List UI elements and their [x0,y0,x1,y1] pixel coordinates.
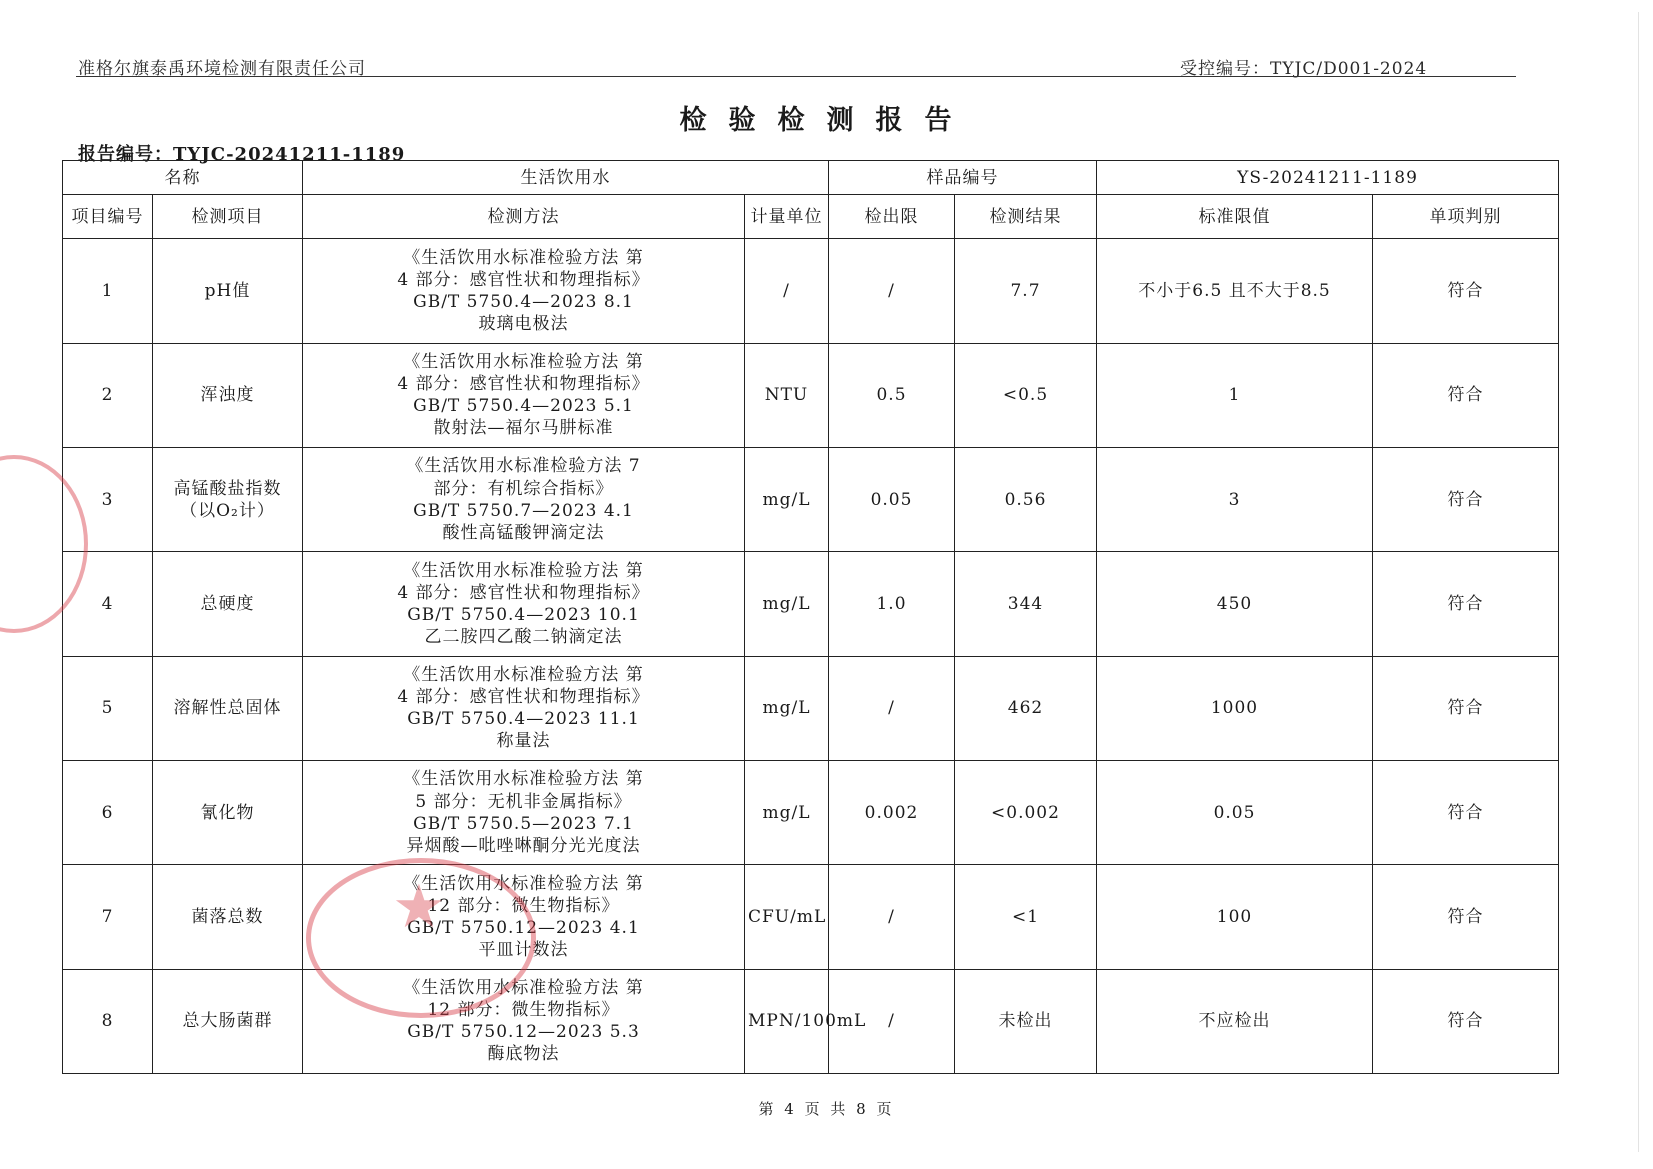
cell-limit: / [829,865,955,969]
cell-item: pH值 [153,239,303,343]
sample-name-value: 生活饮用水 [303,161,829,195]
cell-standard: 1 [1097,343,1373,447]
cell-result: 344 [955,552,1097,656]
cell-judgement: 符合 [1373,656,1559,760]
cell-result: 0.56 [955,447,1097,551]
cell-unit: mg/L [745,447,829,551]
table-row [63,239,1559,343]
method-line: GB/T 5750.7—2023 4.1 [413,500,634,521]
cell-judgement: 符合 [1373,239,1559,343]
method-line: 平皿计数法 [478,940,569,961]
cell-judgement: 符合 [1373,343,1559,447]
col-limit: 检出限 [829,195,955,239]
report-table [62,160,1559,1074]
cell-judgement: 符合 [1373,447,1559,551]
method-line: 部分：有机综合指标》 [433,478,614,499]
cell-method [303,239,745,343]
col-standard: 标准限值 [1097,195,1373,239]
method-line: GB/T 5750.12—2023 5.3 [407,1022,640,1043]
method-line: GB/T 5750.4—2023 11.1 [407,709,640,730]
method-line: 散射法—福尔马肼标准 [433,418,614,439]
method-line: 《生活饮用水标准检验方法 第 [403,665,644,686]
method-line: 《生活饮用水标准检验方法 第 [403,873,644,894]
cell-result: <1 [955,865,1097,969]
cell-result: <0.5 [955,343,1097,447]
cell-item-no: 2 [63,343,153,447]
cell-limit: / [829,239,955,343]
cell-limit: 0.05 [829,447,955,551]
cell-judgement: 符合 [1373,552,1559,656]
method-line: GB/T 5750.12—2023 4.1 [407,917,640,938]
cell-method [303,760,745,864]
cell-limit: 0.5 [829,343,955,447]
cell-result: <0.002 [955,760,1097,864]
cell-standard: 0.05 [1097,760,1373,864]
control-number: 受控编号：TYJC/D001-2024 [1180,59,1428,79]
cell-item-no: 8 [63,969,153,1073]
col-method: 检测方法 [303,195,745,239]
cell-limit: / [829,656,955,760]
table-row [63,865,1559,969]
table-row [63,343,1559,447]
table-row [63,969,1559,1073]
cell-item: 氰化物 [153,760,303,864]
cell-standard: 3 [1097,447,1373,551]
col-judgement: 单项判别 [1373,195,1559,239]
col-item-no: 项目编号 [63,195,153,239]
cell-method [303,865,745,969]
seal-star-icon: ★ [392,872,446,942]
report-number: 报告编号：TYJC-20241211-1189 [78,144,406,165]
cell-limit: 0.002 [829,760,955,864]
col-item: 检测项目 [153,195,303,239]
table-row [63,447,1559,551]
method-line: GB/T 5750.5—2023 7.1 [413,813,634,834]
cell-standard: 450 [1097,552,1373,656]
method-line: 《生活饮用水标准检验方法 第 [403,247,644,268]
cell-unit: MPN/100mL [745,969,829,1073]
cell-item-no: 7 [63,865,153,969]
method-line: GB/T 5750.4—2023 10.1 [407,604,640,625]
cell-item-no: 5 [63,656,153,760]
table-row [63,760,1559,864]
cell-result: 未检出 [955,969,1097,1073]
cell-item: 浑浊度 [153,343,303,447]
cell-result: 462 [955,656,1097,760]
cell-item: 总大肠菌群 [153,969,303,1073]
method-line: GB/T 5750.4—2023 5.1 [413,396,634,417]
cell-method [303,447,745,551]
cell-standard: 不应检出 [1097,969,1373,1073]
table-row [63,552,1559,656]
cell-item: 高锰酸盐指数（以O₂计） [153,447,303,551]
report-title: 检验检测报告 [679,105,974,136]
cell-method [303,552,745,656]
cell-item: 溶解性总固体 [153,656,303,760]
col-unit: 计量单位 [745,195,829,239]
cell-standard: 100 [1097,865,1373,969]
cell-unit: mg/L [745,760,829,864]
method-line: 4 部分：感官性状和物理指标》 [397,269,650,290]
cell-item-no: 6 [63,760,153,864]
sample-id-label: 样品编号 [829,161,1097,195]
cell-standard: 1000 [1097,656,1373,760]
method-line: 《生活饮用水标准检验方法 7 [406,456,641,477]
method-line: 《生活饮用水标准检验方法 第 [403,978,644,999]
method-line: 异烟酸—吡唑啉酮分光光度法 [406,835,641,856]
cell-method [303,343,745,447]
method-line: 12 部分：微生物指标》 [427,1000,620,1021]
sample-row [63,161,1559,195]
cell-limit: / [829,969,955,1073]
method-line: 《生活饮用水标准检验方法 第 [403,769,644,790]
method-line: GB/T 5750.4—2023 8.1 [413,291,634,312]
cell-method [303,656,745,760]
method-line: 4 部分：感官性状和物理指标》 [397,374,650,395]
col-result: 检测结果 [955,195,1097,239]
column-header-row [63,195,1559,239]
method-line: 4 部分：感官性状和物理指标》 [397,582,650,603]
page-footer: 第 4 页 共 8 页 [758,1100,895,1118]
cell-judgement: 符合 [1373,865,1559,969]
cell-method [303,969,745,1073]
method-line: 4 部分：感官性状和物理指标》 [397,687,650,708]
cell-unit: mg/L [745,552,829,656]
method-line: 《生活饮用水标准检验方法 第 [403,352,644,373]
cell-unit: CFU/mL [745,865,829,969]
sample-id-value: YS-20241211-1189 [1097,161,1559,195]
cell-judgement: 符合 [1373,760,1559,864]
cell-unit: mg/L [745,656,829,760]
method-line: 5 部分：无机非金属指标》 [415,791,632,812]
method-line: 《生活饮用水标准检验方法 第 [403,560,644,581]
cell-result: 7.7 [955,239,1097,343]
cell-item-no: 3 [63,447,153,551]
cell-unit: / [745,239,829,343]
sample-name-label: 名称 [63,161,303,195]
cell-unit: NTU [745,343,829,447]
page-edge [1638,12,1639,1152]
method-line: 称量法 [496,731,551,752]
cell-judgement: 符合 [1373,969,1559,1073]
cell-limit: 1.0 [829,552,955,656]
company-name: 准格尔旗泰禹环境检测有限责任公司 [78,59,366,79]
cell-item-no: 1 [63,239,153,343]
method-line: 酸性高锰酸钾滴定法 [442,522,605,543]
cell-item: 总硬度 [153,552,303,656]
method-line: 12 部分：微生物指标》 [427,895,620,916]
method-line: 玻璃电极法 [478,314,569,335]
method-line: 乙二胺四乙酸二钠滴定法 [424,627,623,648]
table-row [63,656,1559,760]
cell-item: 菌落总数 [153,865,303,969]
cell-item-no: 4 [63,552,153,656]
header-rule [76,76,1516,77]
cell-standard: 不小于6.5 且不大于8.5 [1097,239,1373,343]
method-line: 酶底物法 [487,1044,560,1065]
